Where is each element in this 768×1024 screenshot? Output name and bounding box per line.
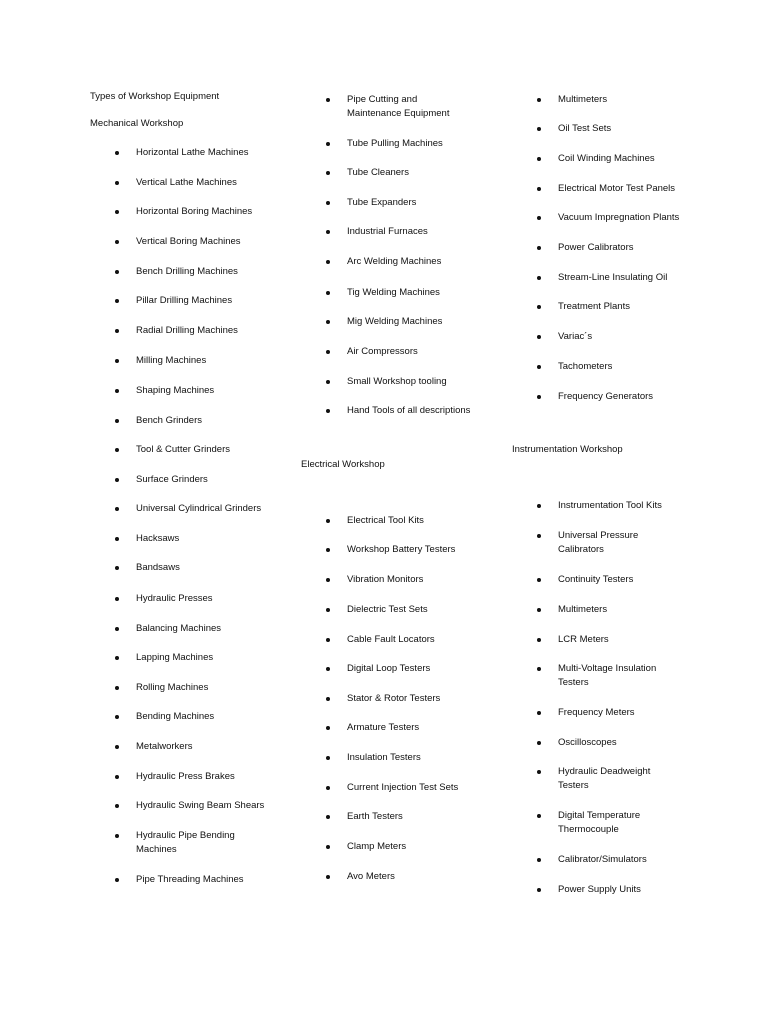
list-item: Rolling Machines <box>136 681 286 695</box>
list-item: LCR Meters <box>558 633 688 647</box>
list-item: Continuity Testers <box>558 573 688 587</box>
list-item: Radial Drilling Machines <box>136 324 286 338</box>
list-item: Current Injection Test Sets <box>347 781 487 795</box>
list-item: Bending Machines <box>136 710 286 724</box>
list-item: Tool & Cutter Grinders <box>136 443 286 457</box>
list-item: Power Calibrators <box>558 241 688 255</box>
list-item: Hydraulic Presses <box>136 592 286 606</box>
list-item: Insulation Testers <box>347 751 487 765</box>
list-item: Oil Test Sets <box>558 122 688 136</box>
list-item: Hydraulic Swing Beam Shears <box>136 799 286 813</box>
list-item: Frequency Meters <box>558 706 688 720</box>
list-item: Clamp Meters <box>347 840 487 854</box>
list-item: Small Workshop tooling <box>347 375 487 389</box>
list-item: Pipe Cutting and Maintenance Equipment <box>347 93 467 121</box>
list-item: Avo Meters <box>347 870 487 884</box>
electrical-heading: Electrical Workshop <box>301 459 385 470</box>
list-item: Dielectric Test Sets <box>347 603 487 617</box>
list-item: Power Supply Units <box>558 883 688 897</box>
list-item: Instrumentation Tool Kits <box>558 499 708 513</box>
instrumentation-heading: Instrumentation Workshop <box>512 444 623 455</box>
list-item: Milling Machines <box>136 354 286 368</box>
list-item: Multimeters <box>558 93 688 107</box>
list-item: Cable Fault Locators <box>347 633 487 647</box>
list-item: Bench Grinders <box>136 414 286 428</box>
list-item: Tube Pulling Machines <box>347 137 487 151</box>
list-item: Tube Expanders <box>347 196 487 210</box>
list-item: Tube Cleaners <box>347 166 487 180</box>
list-item: Lapping Machines <box>136 651 286 665</box>
list-item: Horizontal Boring Machines <box>136 205 286 219</box>
list-item: Frequency Generators <box>558 390 688 404</box>
list-item: Hydraulic Pipe Bending Machines <box>136 829 246 857</box>
list-item: Balancing Machines <box>136 622 286 636</box>
list-item: Treatment Plants <box>558 300 688 314</box>
list-item: Horizontal Lathe Machines <box>136 146 286 160</box>
list-item: Hydraulic Deadweight Testers <box>558 765 668 793</box>
mechanical-heading: Mechanical Workshop <box>90 118 184 129</box>
document-title: Types of Workshop Equipment <box>90 91 220 102</box>
list-item: Variac´s <box>558 330 688 344</box>
list-item: Surface Grinders <box>136 473 286 487</box>
list-item: Air Compressors <box>347 345 487 359</box>
list-item: Stream-Line Insulating Oil <box>558 271 708 285</box>
list-item: Industrial Furnaces <box>347 225 487 239</box>
list-item: Calibrator/Simulators <box>558 853 688 867</box>
list-item: Pipe Threading Machines <box>136 873 286 887</box>
list-item: Electrical Tool Kits <box>347 514 487 528</box>
list-item: Multimeters <box>558 603 688 617</box>
list-item: Workshop Battery Testers <box>347 543 487 557</box>
list-item: Stator & Rotor Testers <box>347 692 487 706</box>
list-item: Multi-Voltage Insulation Testers <box>558 662 678 690</box>
list-item: Armature Testers <box>347 721 487 735</box>
list-item: Vibration Monitors <box>347 573 487 587</box>
list-item: Arc Welding Machines <box>347 255 487 269</box>
list-item: Tachometers <box>558 360 688 374</box>
list-item: Universal Pressure Calibrators <box>558 529 658 557</box>
list-item: Digital Loop Testers <box>347 662 487 676</box>
list-item: Universal Cylindrical Grinders <box>136 502 286 516</box>
list-item: Vertical Lathe Machines <box>136 176 286 190</box>
list-item: Bandsaws <box>136 561 286 575</box>
list-item: Coil Winding Machines <box>558 152 688 166</box>
list-item: Pillar Drilling Machines <box>136 294 286 308</box>
list-item: Shaping Machines <box>136 384 286 398</box>
list-item: Digital Temperature Thermocouple <box>558 809 658 837</box>
list-item: Oscilloscopes <box>558 736 688 750</box>
list-item: Hand Tools of all descriptions <box>347 404 487 418</box>
list-item: Bench Drilling Machines <box>136 265 286 279</box>
list-item: Mig Welding Machines <box>347 315 487 329</box>
list-item: Earth Testers <box>347 810 487 824</box>
list-item: Hacksaws <box>136 532 286 546</box>
list-item: Vertical Boring Machines <box>136 235 286 249</box>
list-item: Tig Welding Machines <box>347 286 487 300</box>
list-item: Electrical Motor Test Panels <box>558 182 708 196</box>
list-item: Metalworkers <box>136 740 286 754</box>
list-item: Vacuum Impregnation Plants <box>558 211 708 225</box>
list-item: Hydraulic Press Brakes <box>136 770 286 784</box>
